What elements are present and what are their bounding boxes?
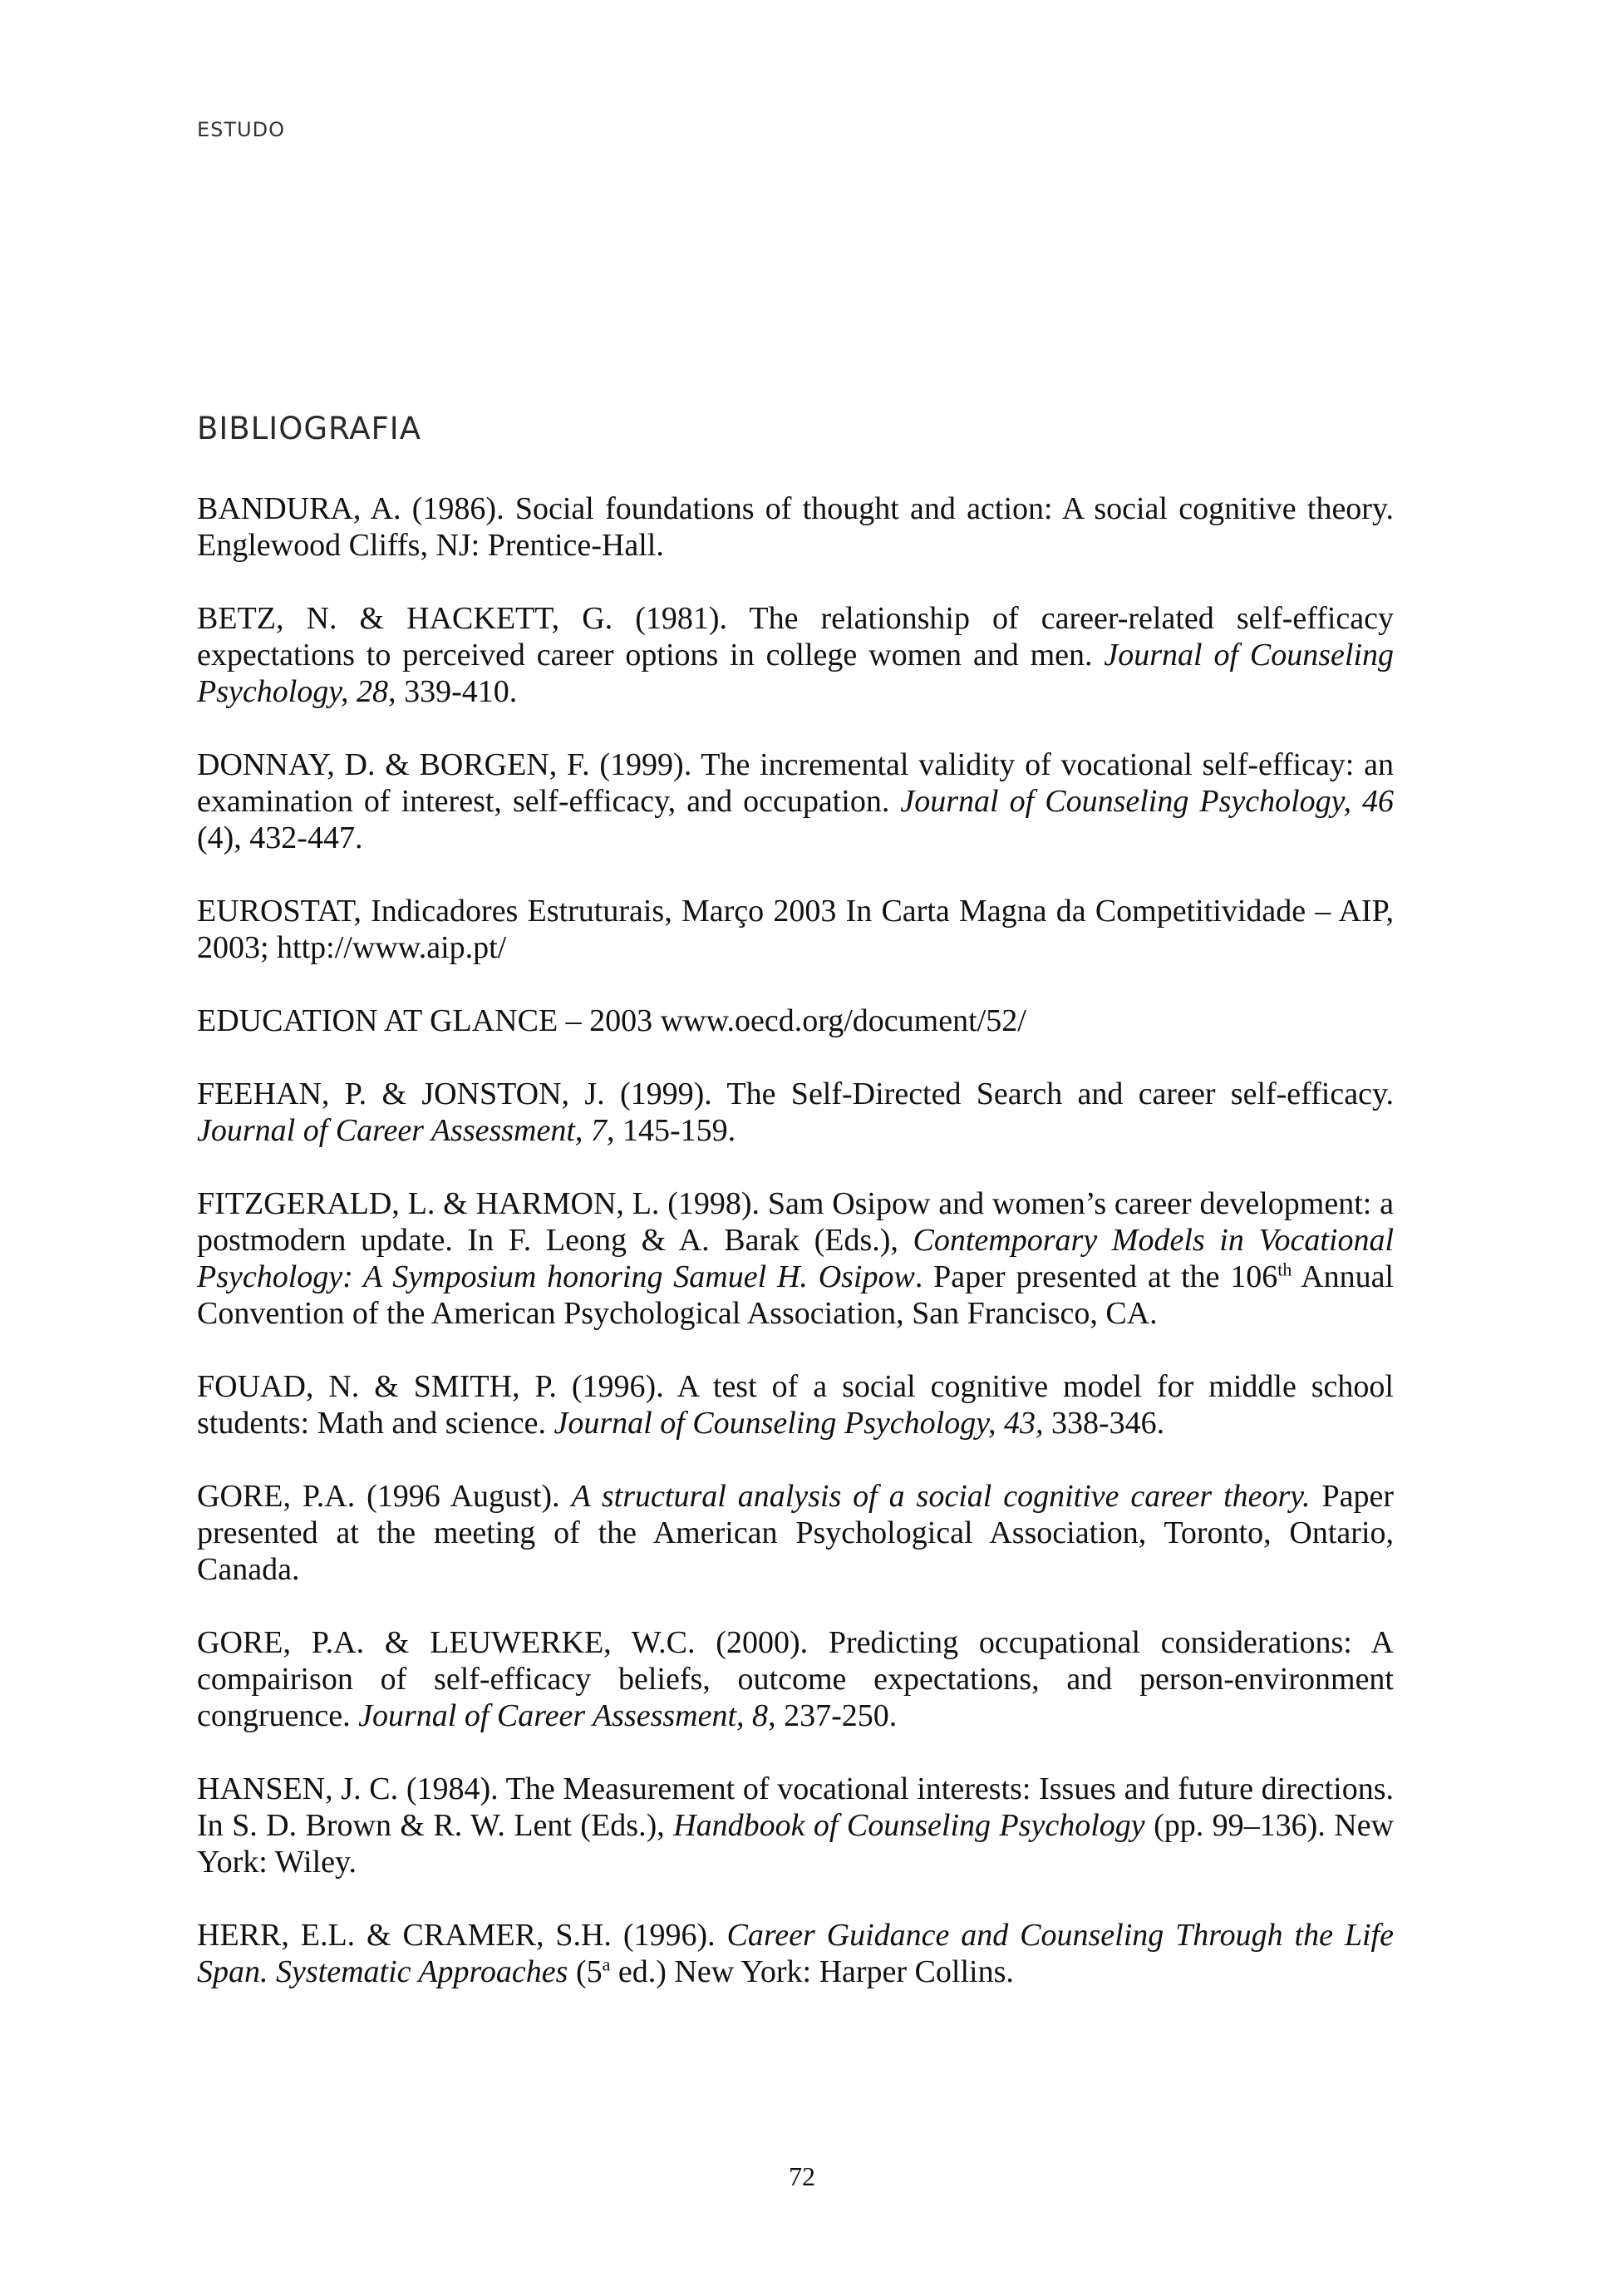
reference-bandura <box>197 490 1394 564</box>
reference-pages: , 237-250. <box>768 1698 898 1733</box>
reference-text: DONNAY, D. & BORGEN, F. (1999). The incremental validity of vocational self-efficay: an examination of interest, self-efficacy, and occupation. <box>197 747 1394 819</box>
reference-feehan-jonston <box>197 1076 1394 1149</box>
reference-text-end: Annual Convention of the American Psychological Association, San Francisco, CA. <box>197 1259 1394 1331</box>
reference-text-continued: (5 <box>568 1954 603 1989</box>
reference-gore-leuwerke <box>197 1624 1394 1734</box>
reference-source-title: Journal of Counseling Psychology, 46 <box>900 784 1394 819</box>
reference-text: GORE, P.A. & LEUWERKE, W.C. (2000). Predicting occupational considerations: A compairison of self-efficacy beliefs, outcome expectations, and person-environment congruence. <box>197 1625 1394 1733</box>
reference-pages: (4), 432-447. <box>197 820 363 855</box>
reference-source-title: Journal of Counseling Psychology, 43, <box>554 1406 1044 1441</box>
reference-eurostat <box>197 893 1394 966</box>
reference-list <box>197 490 1394 2027</box>
reference-text: BETZ, N. & HACKETT, G. (1981). The relationship of career-related self-efficacy expectations to perceived career options in college women and men. <box>197 601 1394 673</box>
reference-text: HERR, E.L. & CRAMER, S.H. (1996). <box>197 1918 727 1953</box>
reference-donnay-borgen <box>197 746 1394 856</box>
reference-source-title: Journal of Career Assessment, 7 <box>197 1113 607 1148</box>
reference-text: EDUCATION AT GLANCE – 2003 www.oecd.org/document/52/ <box>197 1003 1026 1038</box>
reference-source-title: Contemporary Models in Vocational Psychology: A Symposium honoring Samuel H. Osipow <box>197 1223 1394 1294</box>
reference-text-end: (pp. 99–136). New York: Wiley. <box>197 1808 1395 1880</box>
reference-source-title: A structural analysis of a social cognitive career theory. <box>571 1479 1311 1514</box>
reference-text-end: ed.) New York: Harper Collins. <box>610 1954 1014 1989</box>
reference-text: GORE, P.A. (1996 August). <box>197 1479 572 1514</box>
reference-source-title: Journal of Counseling Psychology, 28 <box>197 638 1394 709</box>
reference-text: HANSEN, J. C. (1984). The Measurement of vocational interests: Issues and future directions. In S. D. Brown & R. W. Lent (Eds.), <box>197 1771 1394 1843</box>
reference-pages: 338-346. <box>1043 1406 1165 1441</box>
reference-text: EUROSTAT, Indicadores Estruturais, Março 2003 In Carta Magna da Competitividade – AIP, 2003; http://www.aip.pt/ <box>197 894 1394 965</box>
ordinal-superscript: th <box>1277 1259 1292 1280</box>
reference-education-at-glance <box>197 1003 1394 1039</box>
reference-fouad-smith <box>197 1368 1394 1441</box>
reference-herr-cramer <box>197 1917 1394 1990</box>
reference-text-continued: . Paper presented at the 106 <box>914 1259 1278 1294</box>
section-title: BIBLIOGRAFIA <box>197 411 422 446</box>
reference-source-title: Handbook of Counseling Psychology <box>673 1808 1145 1843</box>
reference-source-title: Journal of Career Assessment, 8 <box>358 1698 769 1733</box>
reference-hansen <box>197 1771 1394 1880</box>
page-number: 72 <box>789 2161 815 2191</box>
reference-source-title: Career Guidance and Counseling Through the Life Span. Systematic Approaches <box>197 1918 1394 1989</box>
reference-text-end: Paper presented at the meeting of the American Psychological Association, Toronto, Ontario, Canada. <box>197 1479 1394 1587</box>
reference-text: FITZGERALD, L. & HARMON, L. (1998). Sam Osipow and women’s career development: a postmodern update. In F. Leong & A. Barak (Eds.), <box>197 1186 1394 1258</box>
reference-pages: , 339-410. <box>388 674 518 709</box>
reference-text: BANDURA, A. (1986). Social foundations of thought and action: A social cognitive theory. Englewood Cliffs, NJ: Prentice-Hall. <box>197 491 1394 563</box>
reference-betz-hackett <box>197 600 1394 710</box>
reference-gore-1996 <box>197 1478 1394 1588</box>
running-head: ESTUDO <box>197 118 285 141</box>
reference-pages: , 145-159. <box>606 1113 736 1148</box>
ordinal-superscript: a <box>602 1954 611 1975</box>
reference-text: FEEHAN, P. & JONSTON, J. (1999). The Self-Directed Search and career self-efficacy. <box>197 1077 1394 1111</box>
reference-text: FOUAD, N. & SMITH, P. (1996). A test of a social cognitive model for middle school students: Math and science. <box>197 1369 1394 1441</box>
reference-fitzgerald-harmon <box>197 1185 1394 1332</box>
